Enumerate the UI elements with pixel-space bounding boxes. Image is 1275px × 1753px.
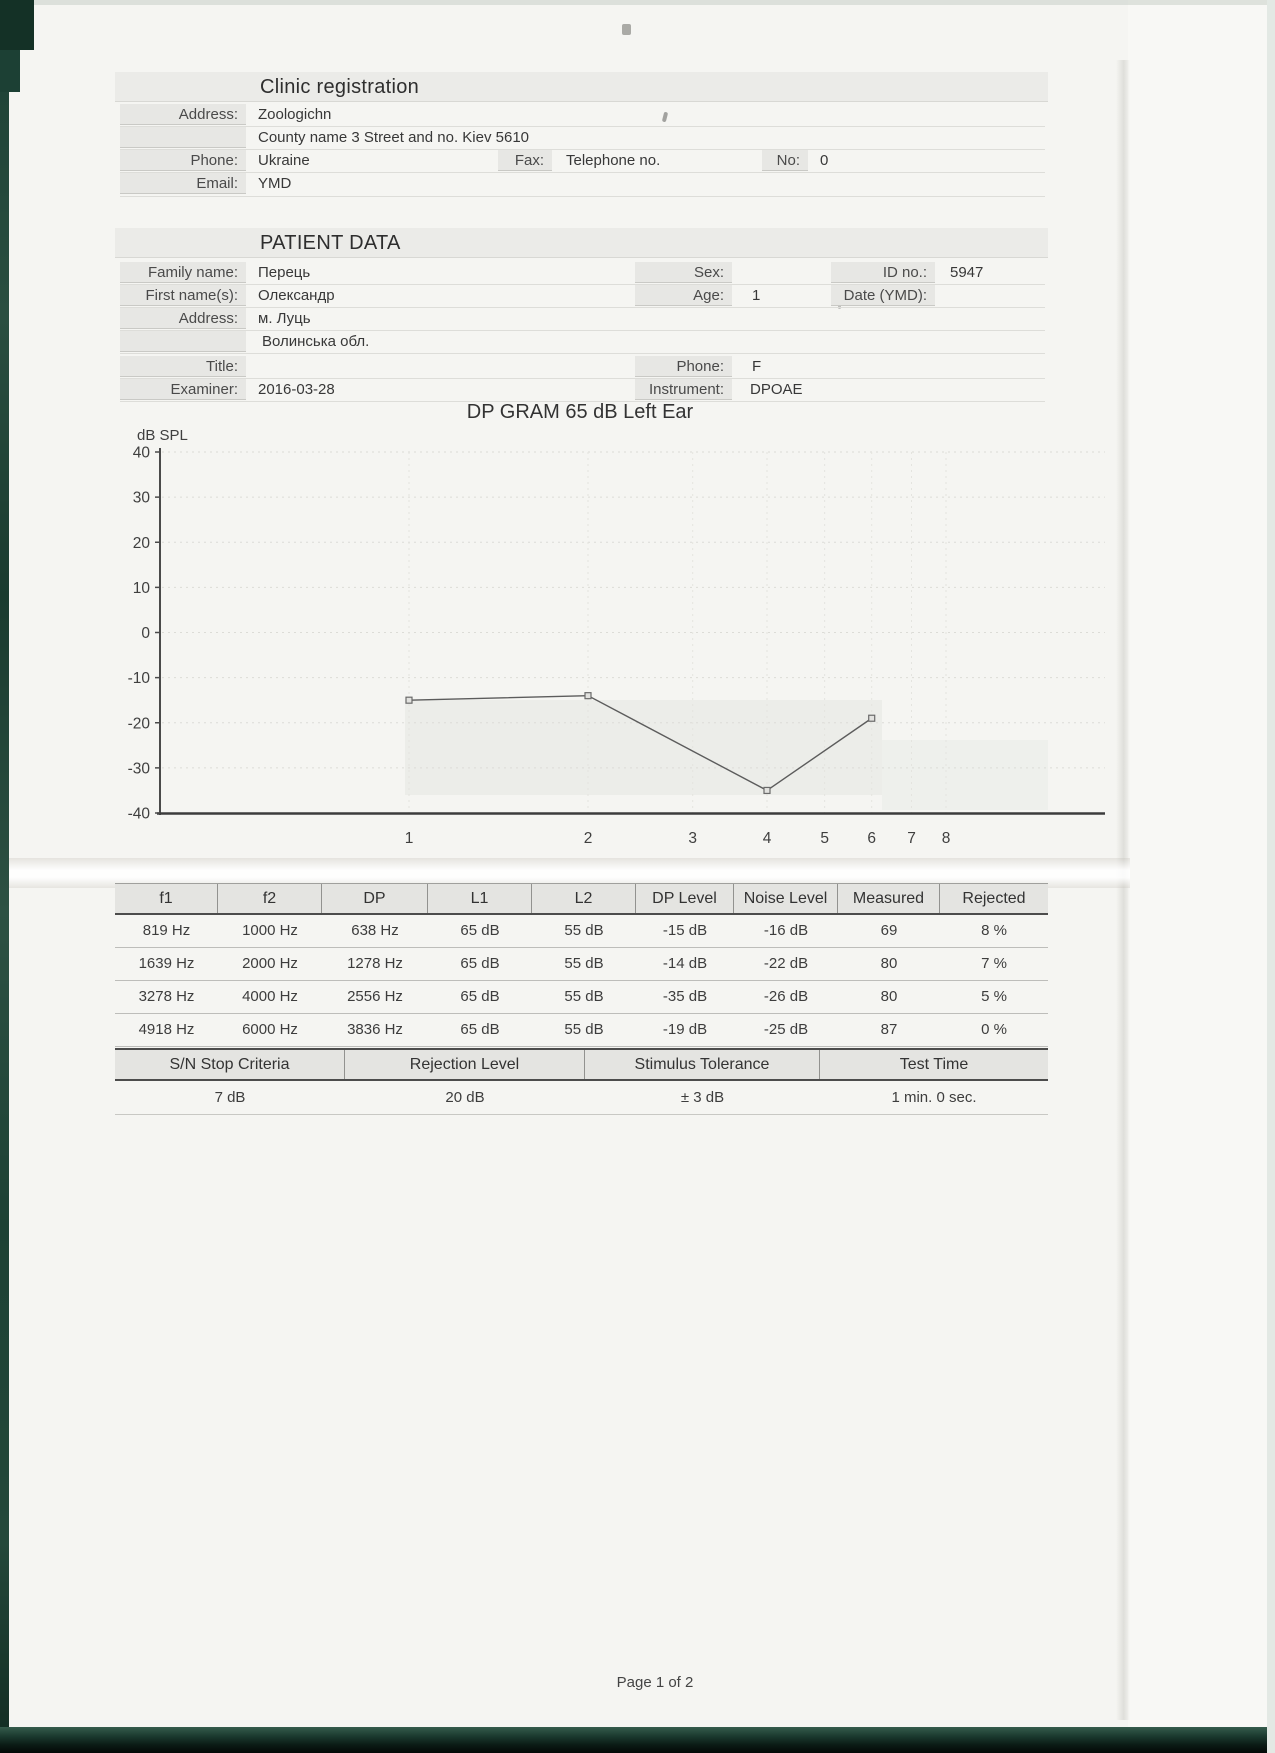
table-cell: 55 dB [564, 955, 604, 972]
criteria-header-row [115, 1048, 1048, 1081]
table-cell: 80 [880, 955, 898, 972]
table-cell: 87 [880, 1021, 898, 1038]
table-cell: -14 dB [662, 955, 708, 972]
patient-address2-label [120, 331, 246, 352]
y-axis-tick-label: 40 [132, 444, 150, 462]
scan-speck [622, 24, 631, 35]
patient-examiner-label: Examiner: [120, 379, 246, 400]
clinic-no-label: No: [762, 150, 808, 171]
table-cell: 638 Hz [351, 922, 399, 939]
scanner-background [1128, 0, 1275, 1753]
criteria-values-row [115, 1081, 1048, 1115]
patient-id-label: ID no.: [831, 262, 935, 283]
patient-phone-value: F [752, 358, 762, 375]
patient-instrument-label: Instrument: [635, 379, 732, 400]
table-row [115, 948, 1048, 981]
table-cell: 4918 Hz [138, 1021, 195, 1038]
criteria-value: 1 min. 0 sec. [891, 1089, 977, 1106]
table-cell: 1639 Hz [138, 955, 195, 972]
table-row [115, 1014, 1048, 1047]
clinic-address2-label [120, 127, 246, 148]
table-cell: -25 dB [763, 1021, 809, 1038]
table-cell: -35 dB [662, 988, 708, 1005]
clinic-address-value: Zoologichn [258, 106, 332, 123]
y-axis-tick-label: -20 [127, 715, 150, 733]
clinic-fax-value: Telephone no. [566, 152, 661, 169]
table-row [115, 915, 1048, 948]
column-header-f1: f1 [115, 884, 218, 913]
patient-sex-label: Sex: [635, 262, 732, 283]
x-axis-tick-label: 5 [820, 830, 829, 847]
scan-shading [882, 740, 1048, 810]
clinic-section-band [115, 72, 1048, 102]
table-cell: 65 dB [460, 955, 500, 972]
clinic-email-value: YMD [258, 175, 292, 192]
data-point-marker [764, 787, 770, 793]
column-header-rejected: Rejected [962, 890, 1026, 907]
criteria-header-s-n-stop-criteria: S/N Stop Criteria [115, 1050, 345, 1079]
table-cell: 65 dB [460, 988, 500, 1005]
table-cell: -19 dB [662, 1021, 708, 1038]
page-edge-shadow [1116, 60, 1130, 1720]
x-axis-tick-label: 2 [583, 830, 593, 847]
y-axis-tick-label: -40 [127, 805, 150, 823]
table-cell: 69 [880, 922, 898, 939]
patient-age-label: Age: [635, 285, 732, 306]
data-point-marker [406, 697, 412, 703]
chart-y-axis-label: dB SPL [137, 427, 188, 444]
clinic-section-title: Clinic registration [260, 76, 420, 98]
scan-top-edge [0, 0, 1275, 5]
results-table [115, 883, 1048, 1047]
table-cell: 2000 Hz [242, 955, 298, 972]
table-cell: -16 dB [763, 922, 809, 939]
criteria-header-rejection-level: Rejection Level [345, 1050, 585, 1079]
data-point-marker [869, 715, 875, 721]
x-axis-tick-label: 4 [762, 830, 772, 847]
table-cell: 1278 Hz [347, 955, 403, 972]
patient-family-name-label: Family name: [120, 262, 246, 283]
x-axis-tick-label: 8 [941, 830, 951, 847]
patient-address-line2: Волинська обл. [262, 333, 370, 350]
table-cell: 0 % [981, 1021, 1007, 1038]
clinic-phone-label: Phone: [120, 150, 246, 171]
column-header-f2: f2 [218, 884, 322, 913]
y-axis-tick-label: -10 [127, 670, 150, 688]
data-point-marker [585, 693, 591, 699]
scan-right-edge [1267, 0, 1275, 1753]
y-axis-tick-label: 10 [132, 579, 150, 597]
column-header-measured: Measured [838, 884, 940, 913]
table-cell: -26 dB [763, 988, 809, 1005]
table-cell: 80 [880, 988, 898, 1005]
table-cell: 55 dB [564, 1021, 604, 1038]
table-cell: 7 % [981, 955, 1007, 972]
patient-address-label: Address: [120, 308, 246, 329]
clinic-email-label: Email: [120, 173, 246, 194]
dp-gram-chart [0, 400, 1275, 870]
x-axis-tick-label: 1 [404, 830, 414, 847]
column-header-l2: L2 [532, 884, 636, 913]
table-cell: -22 dB [763, 955, 809, 972]
patient-date-label: Date (YMD): [831, 285, 935, 306]
table-cell: 3836 Hz [347, 1021, 403, 1038]
table-cell: 6000 Hz [242, 1021, 298, 1038]
patient-instrument-value: DPOAE [750, 381, 803, 398]
clinic-fax-label: Fax: [498, 150, 552, 171]
criteria-header-test-time: Test Time [899, 1056, 969, 1073]
scan-shading [405, 700, 882, 795]
column-header-l1: L1 [428, 884, 532, 913]
table-cell: 8 % [981, 922, 1007, 939]
clinic-address-line2: County name 3 Street and no. Kiev 5610 [258, 129, 530, 146]
clinic-no-value: 0 [820, 152, 829, 169]
x-axis-tick-label: 3 [688, 830, 698, 847]
scan-left-edge [0, 0, 9, 1753]
table-cell: 1000 Hz [242, 922, 298, 939]
patient-age-value: 1 [752, 287, 761, 304]
table-cell: 3278 Hz [138, 988, 195, 1005]
y-axis-tick-label: 20 [132, 534, 150, 552]
table-cell: 5 % [981, 988, 1007, 1005]
scan-speck [662, 112, 668, 123]
y-axis-tick-label: 30 [132, 489, 150, 507]
scan-corner-block-small [0, 50, 20, 92]
table-row [115, 981, 1048, 1014]
table-cell: 55 dB [564, 988, 604, 1005]
criteria-value: 20 dB [445, 1089, 485, 1106]
patient-family-name-value: Перець [258, 264, 311, 281]
scan-corner-block [0, 0, 34, 50]
patient-first-name-label: First name(s): [120, 285, 246, 306]
patient-section-band [115, 228, 1048, 258]
table-cell: 65 dB [460, 922, 500, 939]
scan-bottom-edge [0, 1727, 1275, 1753]
patient-address-value: м. Луць [258, 310, 311, 327]
y-axis-tick-label: -30 [127, 760, 150, 778]
table-cell: 65 dB [460, 1021, 500, 1038]
patient-phone-label: Phone: [635, 356, 732, 377]
divider [120, 353, 1045, 354]
patient-title-label: Title: [120, 356, 246, 377]
y-axis-tick-label: 0 [141, 625, 150, 642]
table-cell: 2556 Hz [347, 988, 403, 1005]
criteria-value: ± 3 dB [680, 1089, 725, 1106]
column-header-noise-level: Noise Level [734, 884, 838, 913]
patient-id-value: 5947 [950, 264, 984, 281]
x-axis-tick-label: 7 [907, 830, 916, 847]
chart-title: DP GRAM 65 dB Left Ear [466, 401, 694, 423]
page-number: Page 1 of 2 [616, 1674, 694, 1691]
table-cell: 819 Hz [142, 922, 191, 939]
criteria-header-stimulus-tolerance: Stimulus Tolerance [585, 1050, 820, 1079]
patient-first-name-value: Олександр [258, 287, 335, 304]
clinic-address-label: Address: [120, 104, 246, 125]
table-cell: 55 dB [564, 922, 604, 939]
patient-section-title: PATIENT DATA [260, 232, 401, 254]
clinic-phone-value: Ukraine [258, 152, 310, 169]
divider [120, 330, 1045, 331]
patient-examiner-value: 2016-03-28 [258, 381, 335, 398]
x-axis-tick-label: 6 [867, 830, 877, 847]
table-cell: 4000 Hz [242, 988, 298, 1005]
column-header-dp: DP [322, 884, 428, 913]
results-table-header-row [115, 883, 1048, 915]
divider [120, 196, 1045, 197]
criteria-value: 7 dB [214, 1089, 246, 1106]
column-header-dp-level: DP Level [636, 884, 734, 913]
table-cell: -15 dB [662, 922, 708, 939]
